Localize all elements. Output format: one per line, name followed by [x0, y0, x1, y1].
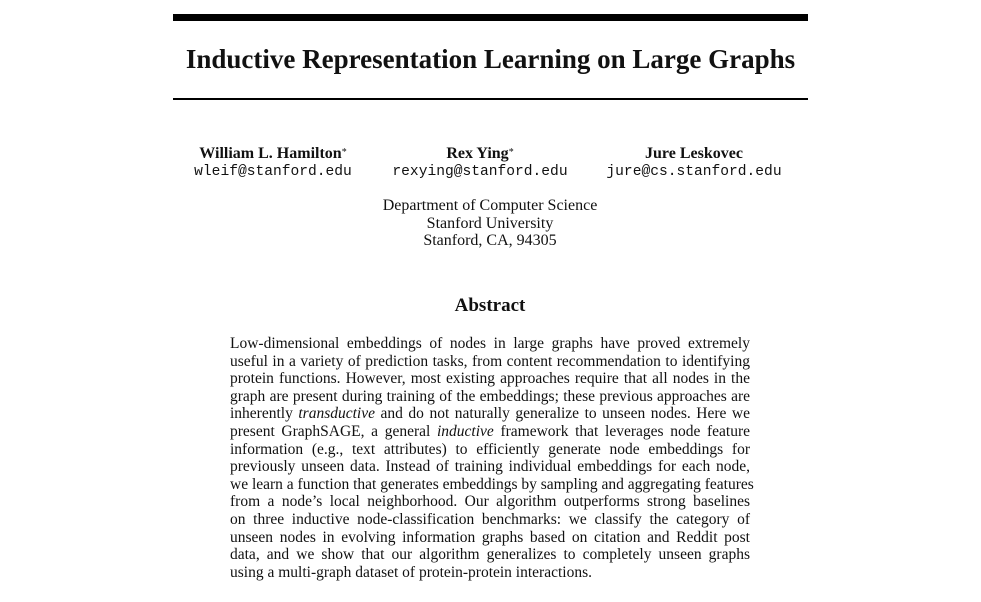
author-email[interactable]: jure@cs.stanford.edu: [606, 164, 782, 180]
emphasis-transductive: transductive: [298, 405, 375, 423]
equal-contribution-mark: *: [341, 147, 347, 158]
abstract-line: Low-dimensional embeddings of nodes in large graphs have proved extremely: [230, 335, 750, 352]
abstract-line: previously unseen data. Instead of training individual embeddings for each node,: [230, 458, 750, 476]
author-email[interactable]: wleif@stanford.edu: [194, 164, 352, 180]
abstract-line: unseen nodes in evolving information graphs based on citation and Reddit post: [230, 528, 750, 546]
equal-contribution-mark: *: [508, 147, 514, 158]
abstract-line: from a node’s local neighborhood. Our algorithm outperforms strong baselines: [230, 493, 750, 511]
abstract-line: information (e.g., text attributes) to efficiently generate node embeddings for: [230, 440, 750, 458]
affiliation-location: Stanford, CA, 94305: [423, 232, 557, 249]
abstract-line: graph are present during training of the embeddings; these previous approaches are: [230, 387, 750, 405]
abstract-body: [230, 335, 754, 581]
abstract-line: protein functions. However, most existing approaches require that all nodes in the: [230, 370, 750, 388]
abstract-line: inherently transductive and do not naturally generalize to unseen nodes. Here we: [230, 405, 750, 423]
paper-title: Inductive Representation Learning on Large Graphs: [185, 44, 796, 74]
emphasis-inductive: inductive: [436, 422, 494, 440]
author-block: [380, 144, 580, 181]
abstract-line: useful in a variety of prediction tasks, from content recommendation to identifying: [230, 352, 750, 370]
abstract-line: we learn a function that generates embeddings by sampling and aggregating features: [230, 475, 754, 493]
affiliation: [330, 197, 650, 250]
author-name: William L. Hamilton*: [199, 145, 347, 162]
author-email[interactable]: rexying@stanford.edu: [392, 164, 568, 180]
author-block: [183, 144, 363, 181]
abstract-line: data, and we show that our algorithm generalizes to completely unseen graphs: [230, 546, 750, 564]
abstract-heading: Abstract: [454, 295, 526, 316]
affiliation-university: Stanford University: [426, 214, 554, 232]
abstract-line: on three inductive node-classification benchmarks: we classify the category of: [230, 510, 750, 528]
author-name: Jure Leskovec: [645, 145, 743, 162]
author-block: [594, 144, 794, 181]
affiliation-department: Department of Computer Science: [382, 197, 598, 214]
title-top-rule: [173, 14, 808, 21]
title-bottom-rule: [173, 98, 808, 100]
abstract-line: present GraphSAGE, a general inductive framework that leverages node feature: [230, 422, 750, 440]
author-name: Rex Ying*: [446, 145, 514, 162]
abstract-line: using a multi-graph dataset of protein-protein interactions.: [230, 563, 592, 581]
